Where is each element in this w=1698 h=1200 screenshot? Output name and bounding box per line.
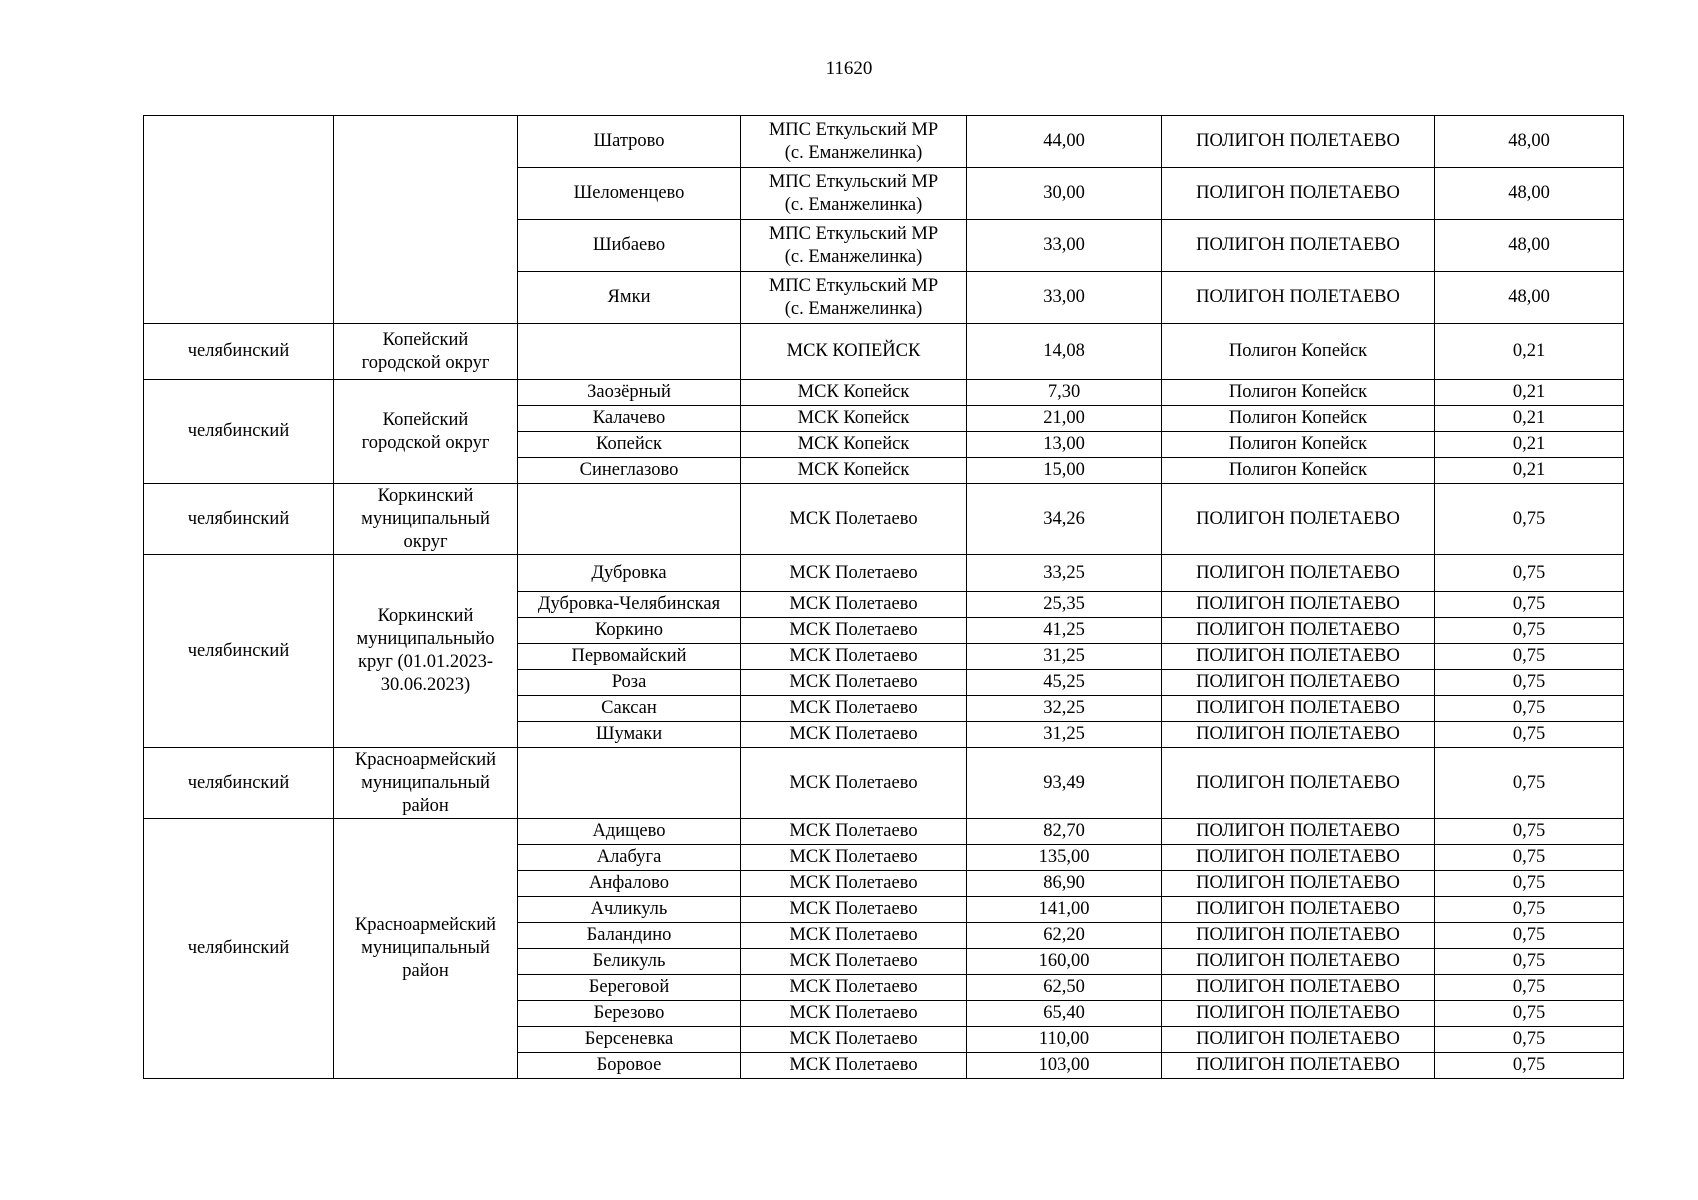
value-cell: 0,21	[1435, 432, 1624, 458]
district-cell: Копейский городской округ	[334, 324, 518, 380]
value-cell: 0,75	[1435, 923, 1624, 949]
station-cell: МПС Еткульский МР (с. Еманжелинка)	[741, 272, 967, 324]
polygon-cell: ПОЛИГОН ПОЛЕТАЕВО	[1162, 484, 1435, 555]
polygon-cell: ПОЛИГОН ПОЛЕТАЕВО	[1162, 272, 1435, 324]
settlement-cell: Шумаки	[518, 722, 741, 748]
station-cell: МПС Еткульский МР (с. Еманжелинка)	[741, 168, 967, 220]
station-cell: МСК Полетаево	[741, 618, 967, 644]
polygon-cell: Полигон Копейск	[1162, 380, 1435, 406]
polygon-cell: ПОЛИГОН ПОЛЕТАЕВО	[1162, 220, 1435, 272]
settlement-cell: Копейск	[518, 432, 741, 458]
settlement-cell: Шеломенцево	[518, 168, 741, 220]
value-cell: 0,75	[1435, 484, 1624, 555]
distance-cell: 41,25	[967, 618, 1162, 644]
distance-cell: 82,70	[967, 819, 1162, 845]
settlement-cell: Береговой	[518, 975, 741, 1001]
polygon-cell: Полигон Копейск	[1162, 432, 1435, 458]
polygon-cell: ПОЛИГОН ПОЛЕТАЕВО	[1162, 722, 1435, 748]
polygon-cell: ПОЛИГОН ПОЛЕТАЕВО	[1162, 555, 1435, 592]
distance-cell: 33,00	[967, 272, 1162, 324]
station-cell: МСК Копейск	[741, 458, 967, 484]
settlement-cell: Адищево	[518, 819, 741, 845]
settlement-cell: Первомайский	[518, 644, 741, 670]
distance-cell: 34,26	[967, 484, 1162, 555]
station-cell: МСК Полетаево	[741, 949, 967, 975]
distance-cell: 33,25	[967, 555, 1162, 592]
value-cell: 0,21	[1435, 458, 1624, 484]
region-cell	[144, 116, 334, 324]
station-cell: МСК Полетаево	[741, 722, 967, 748]
settlement-cell: Ямки	[518, 272, 741, 324]
settlement-cell: Дубровка	[518, 555, 741, 592]
station-cell: МСК Полетаево	[741, 555, 967, 592]
station-cell: МСК Полетаево	[741, 1027, 967, 1053]
station-cell: МСК Полетаево	[741, 484, 967, 555]
station-cell: МПС Еткульский МР (с. Еманжелинка)	[741, 116, 967, 168]
polygon-cell: ПОЛИГОН ПОЛЕТАЕВО	[1162, 592, 1435, 618]
polygon-cell: ПОЛИГОН ПОЛЕТАЕВО	[1162, 975, 1435, 1001]
distance-cell: 141,00	[967, 897, 1162, 923]
settlement-cell	[518, 748, 741, 819]
settlement-cell: Шибаево	[518, 220, 741, 272]
distance-cell: 7,30	[967, 380, 1162, 406]
settlement-cell	[518, 324, 741, 380]
register-table	[143, 115, 1624, 1079]
distance-cell: 103,00	[967, 1053, 1162, 1079]
value-cell: 0,75	[1435, 845, 1624, 871]
polygon-cell: Полигон Копейск	[1162, 406, 1435, 432]
value-cell: 0,21	[1435, 324, 1624, 380]
distance-cell: 62,20	[967, 923, 1162, 949]
distance-cell: 30,00	[967, 168, 1162, 220]
value-cell: 0,75	[1435, 819, 1624, 845]
settlement-cell: Синеглазово	[518, 458, 741, 484]
polygon-cell: ПОЛИГОН ПОЛЕТАЕВО	[1162, 116, 1435, 168]
station-cell: МСК Полетаево	[741, 644, 967, 670]
distance-cell: 93,49	[967, 748, 1162, 819]
polygon-cell: Полигон Копейск	[1162, 324, 1435, 380]
value-cell: 48,00	[1435, 168, 1624, 220]
table-row	[144, 380, 1624, 406]
settlement-cell: Саксан	[518, 696, 741, 722]
region-cell: челябинский	[144, 819, 334, 1079]
station-cell: МСК Полетаево	[741, 819, 967, 845]
district-cell: Красноармейский муниципальный район	[334, 819, 518, 1079]
polygon-cell: ПОЛИГОН ПОЛЕТАЕВО	[1162, 748, 1435, 819]
value-cell: 48,00	[1435, 272, 1624, 324]
region-cell: челябинский	[144, 484, 334, 555]
table-row	[144, 116, 1624, 168]
polygon-cell: ПОЛИГОН ПОЛЕТАЕВО	[1162, 1053, 1435, 1079]
value-cell: 0,75	[1435, 618, 1624, 644]
value-cell: 0,75	[1435, 1001, 1624, 1027]
district-cell: Копейский городской округ	[334, 380, 518, 484]
value-cell: 0,75	[1435, 748, 1624, 819]
settlement-cell: Заозёрный	[518, 380, 741, 406]
value-cell: 0,21	[1435, 406, 1624, 432]
station-cell: МСК Полетаево	[741, 670, 967, 696]
station-cell: МСК Полетаево	[741, 748, 967, 819]
station-cell: МСК Полетаево	[741, 1001, 967, 1027]
distance-cell: 31,25	[967, 644, 1162, 670]
distance-cell: 32,25	[967, 696, 1162, 722]
value-cell: 0,75	[1435, 644, 1624, 670]
region-cell: челябинский	[144, 380, 334, 484]
polygon-cell: Полигон Копейск	[1162, 458, 1435, 484]
distance-cell: 160,00	[967, 949, 1162, 975]
district-cell: Красноармейский муниципальный район	[334, 748, 518, 819]
settlement-cell: Алабуга	[518, 845, 741, 871]
polygon-cell: ПОЛИГОН ПОЛЕТАЕВО	[1162, 168, 1435, 220]
table-row	[144, 555, 1624, 592]
polygon-cell: ПОЛИГОН ПОЛЕТАЕВО	[1162, 819, 1435, 845]
station-cell: МСК Полетаево	[741, 897, 967, 923]
region-cell: челябинский	[144, 748, 334, 819]
station-cell: МСК Полетаево	[741, 592, 967, 618]
settlement-cell: Дубровка-Челябинская	[518, 592, 741, 618]
district-cell: Коркинский муниципальныйо круг (01.01.2023- 30.06.2023)	[334, 555, 518, 748]
polygon-cell: ПОЛИГОН ПОЛЕТАЕВО	[1162, 949, 1435, 975]
distance-cell: 65,40	[967, 1001, 1162, 1027]
station-cell: МСК Полетаево	[741, 923, 967, 949]
station-cell: МСК Копейск	[741, 406, 967, 432]
table-row	[144, 484, 1624, 555]
value-cell: 0,75	[1435, 949, 1624, 975]
table-row	[144, 324, 1624, 380]
polygon-cell: ПОЛИГОН ПОЛЕТАЕВО	[1162, 1001, 1435, 1027]
station-cell: МСК Копейск	[741, 380, 967, 406]
value-cell: 0,75	[1435, 975, 1624, 1001]
station-cell: МСК Полетаево	[741, 871, 967, 897]
distance-cell: 13,00	[967, 432, 1162, 458]
station-cell: МСК КОПЕЙСК	[741, 324, 967, 380]
distance-cell: 44,00	[967, 116, 1162, 168]
settlement-cell: Шатрово	[518, 116, 741, 168]
value-cell: 0,75	[1435, 897, 1624, 923]
settlement-cell	[518, 484, 741, 555]
settlement-cell: Ачликуль	[518, 897, 741, 923]
value-cell: 0,75	[1435, 555, 1624, 592]
distance-cell: 33,00	[967, 220, 1162, 272]
settlement-cell: Беликуль	[518, 949, 741, 975]
distance-cell: 25,35	[967, 592, 1162, 618]
settlement-cell: Берсеневка	[518, 1027, 741, 1053]
polygon-cell: ПОЛИГОН ПОЛЕТАЕВО	[1162, 644, 1435, 670]
settlement-cell: Баландино	[518, 923, 741, 949]
value-cell: 48,00	[1435, 220, 1624, 272]
station-cell: МСК Полетаево	[741, 845, 967, 871]
value-cell: 0,75	[1435, 1027, 1624, 1053]
settlement-cell: Роза	[518, 670, 741, 696]
region-cell: челябинский	[144, 555, 334, 748]
distance-cell: 21,00	[967, 406, 1162, 432]
polygon-cell: ПОЛИГОН ПОЛЕТАЕВО	[1162, 670, 1435, 696]
polygon-cell: ПОЛИГОН ПОЛЕТАЕВО	[1162, 618, 1435, 644]
district-cell: Коркинский муниципальный округ	[334, 484, 518, 555]
polygon-cell: ПОЛИГОН ПОЛЕТАЕВО	[1162, 871, 1435, 897]
distance-cell: 86,90	[967, 871, 1162, 897]
table-row	[144, 748, 1624, 819]
settlement-cell: Коркино	[518, 618, 741, 644]
polygon-cell: ПОЛИГОН ПОЛЕТАЕВО	[1162, 1027, 1435, 1053]
distance-cell: 15,00	[967, 458, 1162, 484]
region-cell: челябинский	[144, 324, 334, 380]
table-row	[144, 819, 1624, 845]
station-cell: МСК Полетаево	[741, 975, 967, 1001]
polygon-cell: ПОЛИГОН ПОЛЕТАЕВО	[1162, 923, 1435, 949]
value-cell: 0,75	[1435, 696, 1624, 722]
distance-cell: 31,25	[967, 722, 1162, 748]
distance-cell: 14,08	[967, 324, 1162, 380]
value-cell: 0,75	[1435, 592, 1624, 618]
page-number: 11620	[825, 58, 873, 79]
distance-cell: 110,00	[967, 1027, 1162, 1053]
value-cell: 0,75	[1435, 1053, 1624, 1079]
distance-cell: 135,00	[967, 845, 1162, 871]
distance-cell: 45,25	[967, 670, 1162, 696]
settlement-cell: Анфалово	[518, 871, 741, 897]
district-cell	[334, 116, 518, 324]
settlement-cell: Калачево	[518, 406, 741, 432]
settlement-cell: Боровое	[518, 1053, 741, 1079]
value-cell: 48,00	[1435, 116, 1624, 168]
distance-cell: 62,50	[967, 975, 1162, 1001]
value-cell: 0,75	[1435, 722, 1624, 748]
settlement-cell: Березово	[518, 1001, 741, 1027]
value-cell: 0,75	[1435, 670, 1624, 696]
polygon-cell: ПОЛИГОН ПОЛЕТАЕВО	[1162, 845, 1435, 871]
station-cell: МСК Полетаево	[741, 696, 967, 722]
polygon-cell: ПОЛИГОН ПОЛЕТАЕВО	[1162, 696, 1435, 722]
table-body	[144, 116, 1624, 1079]
polygon-cell: ПОЛИГОН ПОЛЕТАЕВО	[1162, 897, 1435, 923]
station-cell: МСК Копейск	[741, 432, 967, 458]
value-cell: 0,75	[1435, 871, 1624, 897]
station-cell: МПС Еткульский МР (с. Еманжелинка)	[741, 220, 967, 272]
station-cell: МСК Полетаево	[741, 1053, 967, 1079]
value-cell: 0,21	[1435, 380, 1624, 406]
